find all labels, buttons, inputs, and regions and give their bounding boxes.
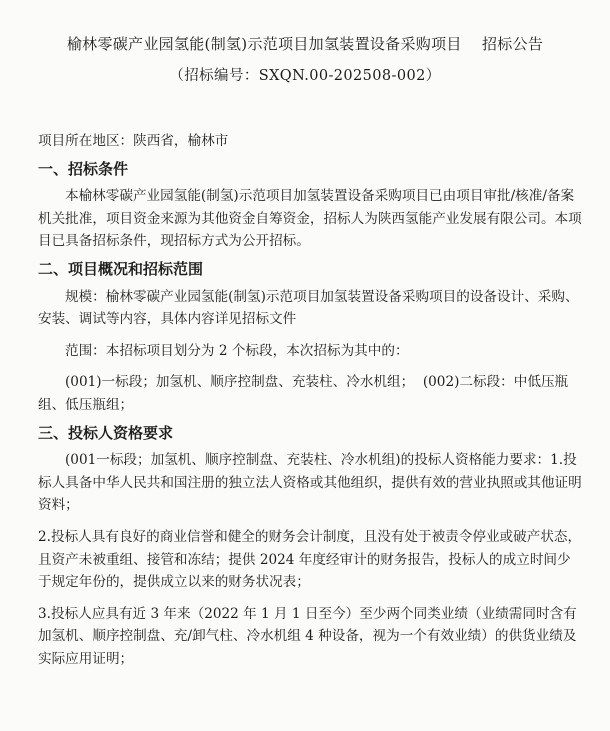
qualification-item-1: (001一标段；加氢机、顺序控制盘、充装柱、冷水机组)的投标人资格能力要求：1.投标人具备中华人民共和国注册的独立法人资格或其他组织，提供有效的营业执照或其他证明资料； — [38, 452, 582, 514]
project-location: 项目所在地区：陕西省，榆林市 — [38, 133, 229, 149]
project-scope-paragraph: 范围：本招标项目划分为 2 个标段，本次招标为其中的： — [65, 342, 409, 359]
qualification-item-2: 2.投标人具有良好的商业信誉和健全的财务会计制度，且没有处于被责令停业或破产状态，且资产未被重组、接管和冻结；提供 2024 年度经审计的财务报告，投标人的成立时间少于规定年份的，提供成立以来的财务状况表； — [38, 528, 582, 591]
tender-conditions-paragraph: 本榆林零碳产业园氢能(制氢)示范项目加氢装置设备采购项目已由项目审批/核准/备案机关批准，项目资金来源为其他资金自筹资金，招标人为陕西氢能产业发展有限公司。本项目已具备招标条件，现招标方式为公开招标。 — [38, 188, 582, 250]
document-title: 榆林零碳产业园氢能(制氢)示范项目加氢装置设备采购项目 招标公告 — [66, 35, 544, 53]
document-body — [38, 130, 583, 670]
section-heading-project-overview: 二、项目概况和招标范围 — [38, 259, 204, 278]
project-scale-paragraph: 规模：榆林零碳产业园氢能(制氢)示范项目加氢装置设备采购项目的设备设计、采购、安装、调试等内容，具体内容详见招标文件 — [38, 288, 579, 328]
section-heading-qualification: 三、投标人资格要求 — [38, 423, 174, 442]
qualification-item-3: 3.投标人应具有近 3 年来（2022 年 1 月 1 日至今）至少两个同类业绩（业绩需同时含有加氢机、顺序控制盘、充/卸气柱、冷水机组 4 种设备，视为一个有效业绩）的供货业绩及实际应用证明； — [38, 605, 577, 667]
section-heading-tender-conditions: 一、招标条件 — [38, 159, 129, 178]
lots-paragraph: (001)一标段；加氢机、顺序控制盘、充装柱、冷水机组； (002)二标段：中低压瓶组、低压瓶组； — [38, 374, 569, 413]
tender-number: （招标编号：SXQN.00-202508-002） — [169, 68, 441, 84]
